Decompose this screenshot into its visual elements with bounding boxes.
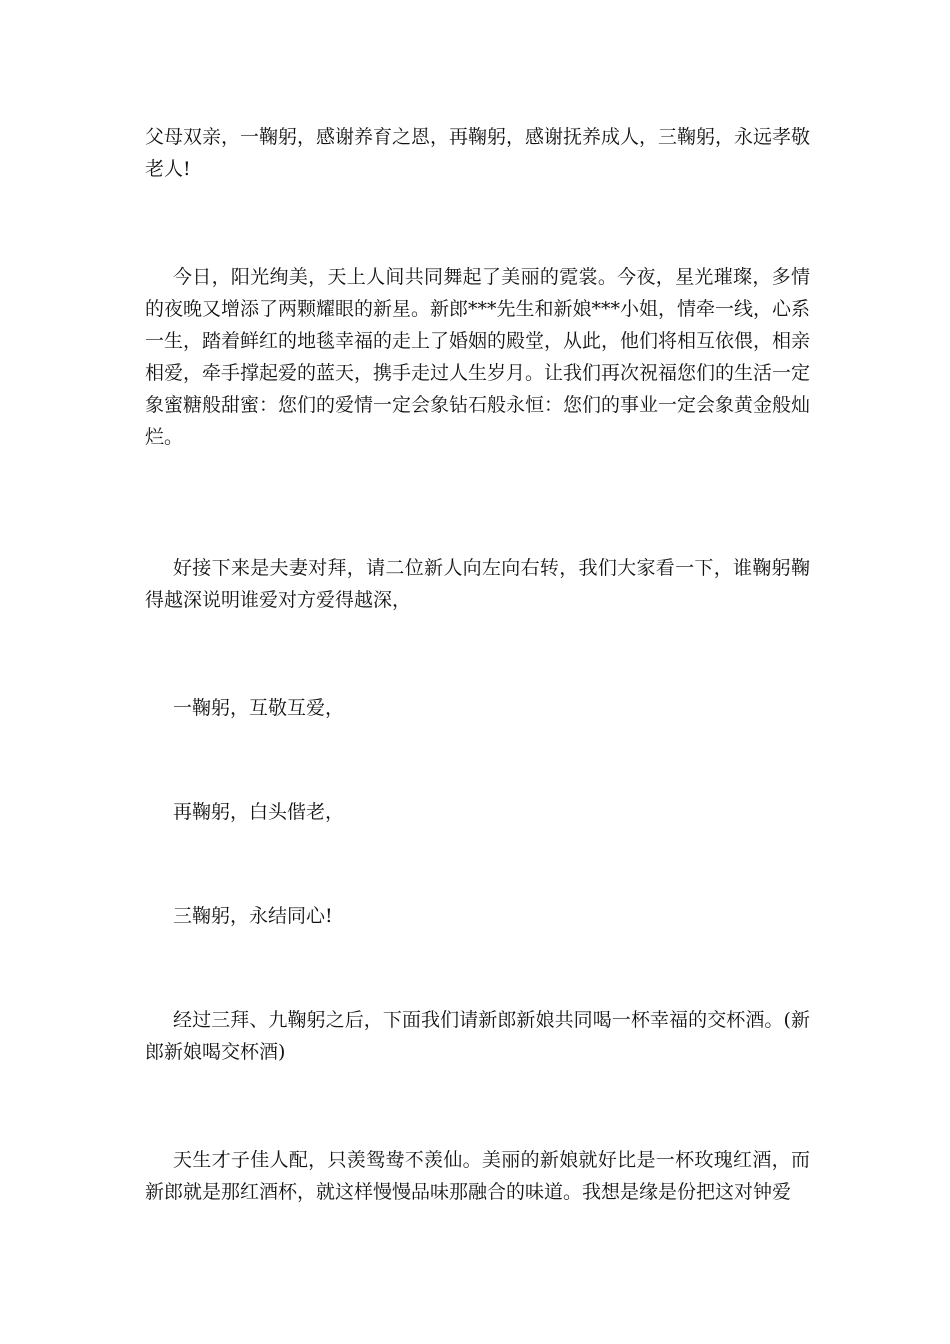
paragraph-blessing: 今日，阳光绚美，天上人间共同舞起了美丽的霓裳。今夜，星光璀璨，多情的夜晚又增添了两颗耀眼的新星。新郎***先生和新娘***小姐，情牵一线，心系一生，踏着鲜红的地毯幸福的走上了婚姻的殿堂，从此，他们将相互依偎，相亲相爱，牵手撑起爱的蓝天，携手走过人生岁月。让我们再次祝福您们的生活一定象蜜糖般甜蜜：您们的爱情一定会象钻石般永恒：您们的事业一定会象黄金般灿烂。 bbox=[145, 266, 811, 448]
paragraph-bow-to-parents: 父母双亲，一鞠躬，感谢养育之恩，再鞠躬，感谢抚养成人，三鞠躬，永远孝敬老人! bbox=[145, 126, 811, 180]
paragraph-second-bow: 再鞠躬，白头偕老， bbox=[173, 801, 345, 823]
paragraph-couple-bow-intro: 好接下来是夫妻对拜，请二位新人向左向右转，我们大家看一下，谁鞠躬鞠得越深说明谁爱对方爱得越深， bbox=[145, 557, 810, 611]
paragraph-wedding-toast: 经过三拜、九鞠躬之后，下面我们请新郎新娘共同喝一杯幸福的交杯酒。(新郎新娘喝交杯酒) bbox=[145, 1009, 810, 1063]
paragraph-perfect-match: 天生才子佳人配，只羡鸳鸯不羡仙。美丽的新娘就好比是一杯玫瑰红酒，而新郎就是那红酒杯，就这样慢慢品味那融合的味道。我想是缘是份把这对钟爱 bbox=[145, 1149, 810, 1203]
paragraph-third-bow: 三鞠躬，永结同心! bbox=[173, 905, 333, 927]
paragraph-first-bow: 一鞠躬，互敬互爱， bbox=[173, 697, 345, 719]
